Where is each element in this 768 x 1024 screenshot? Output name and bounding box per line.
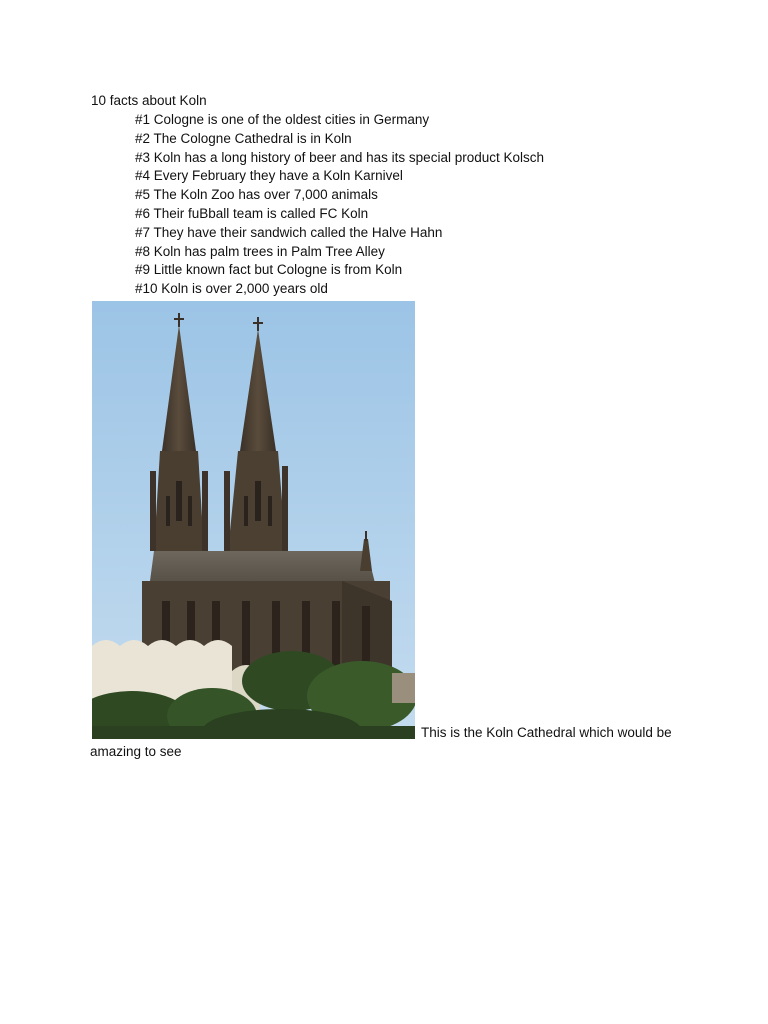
list-item: #2 The Cologne Cathedral is in Koln xyxy=(135,130,352,146)
list-item: #1 Cologne is one of the oldest cities in Germany xyxy=(135,112,430,127)
photo-caption: This is the Koln Cathedral which would be xyxy=(421,725,672,740)
document-title: 10 facts about Koln xyxy=(91,93,207,108)
list-item: #8 Koln has palm trees in Palm Tree Alley xyxy=(135,243,385,259)
list-item: #5 The Koln Zoo has over 7,000 animals xyxy=(135,187,378,203)
facts-list xyxy=(135,111,544,299)
list-item: #6 Their fuBball team is called FC Koln xyxy=(135,205,369,221)
list-item: #9 Little known fact but Cologne is from Koln xyxy=(135,262,403,278)
cathedral-photo xyxy=(92,301,415,739)
list-item: #10 Koln is over 2,000 years old xyxy=(135,281,328,297)
list-item: #4 Every February they have a Koln Karnivel xyxy=(135,168,403,184)
list-item: #3 Koln has a long history of beer and has its special product Kolsch xyxy=(135,149,544,165)
list-item: #7 They have their sandwich called the Halve Hahn xyxy=(135,224,443,240)
photo-caption-continued: amazing to see xyxy=(90,744,182,759)
